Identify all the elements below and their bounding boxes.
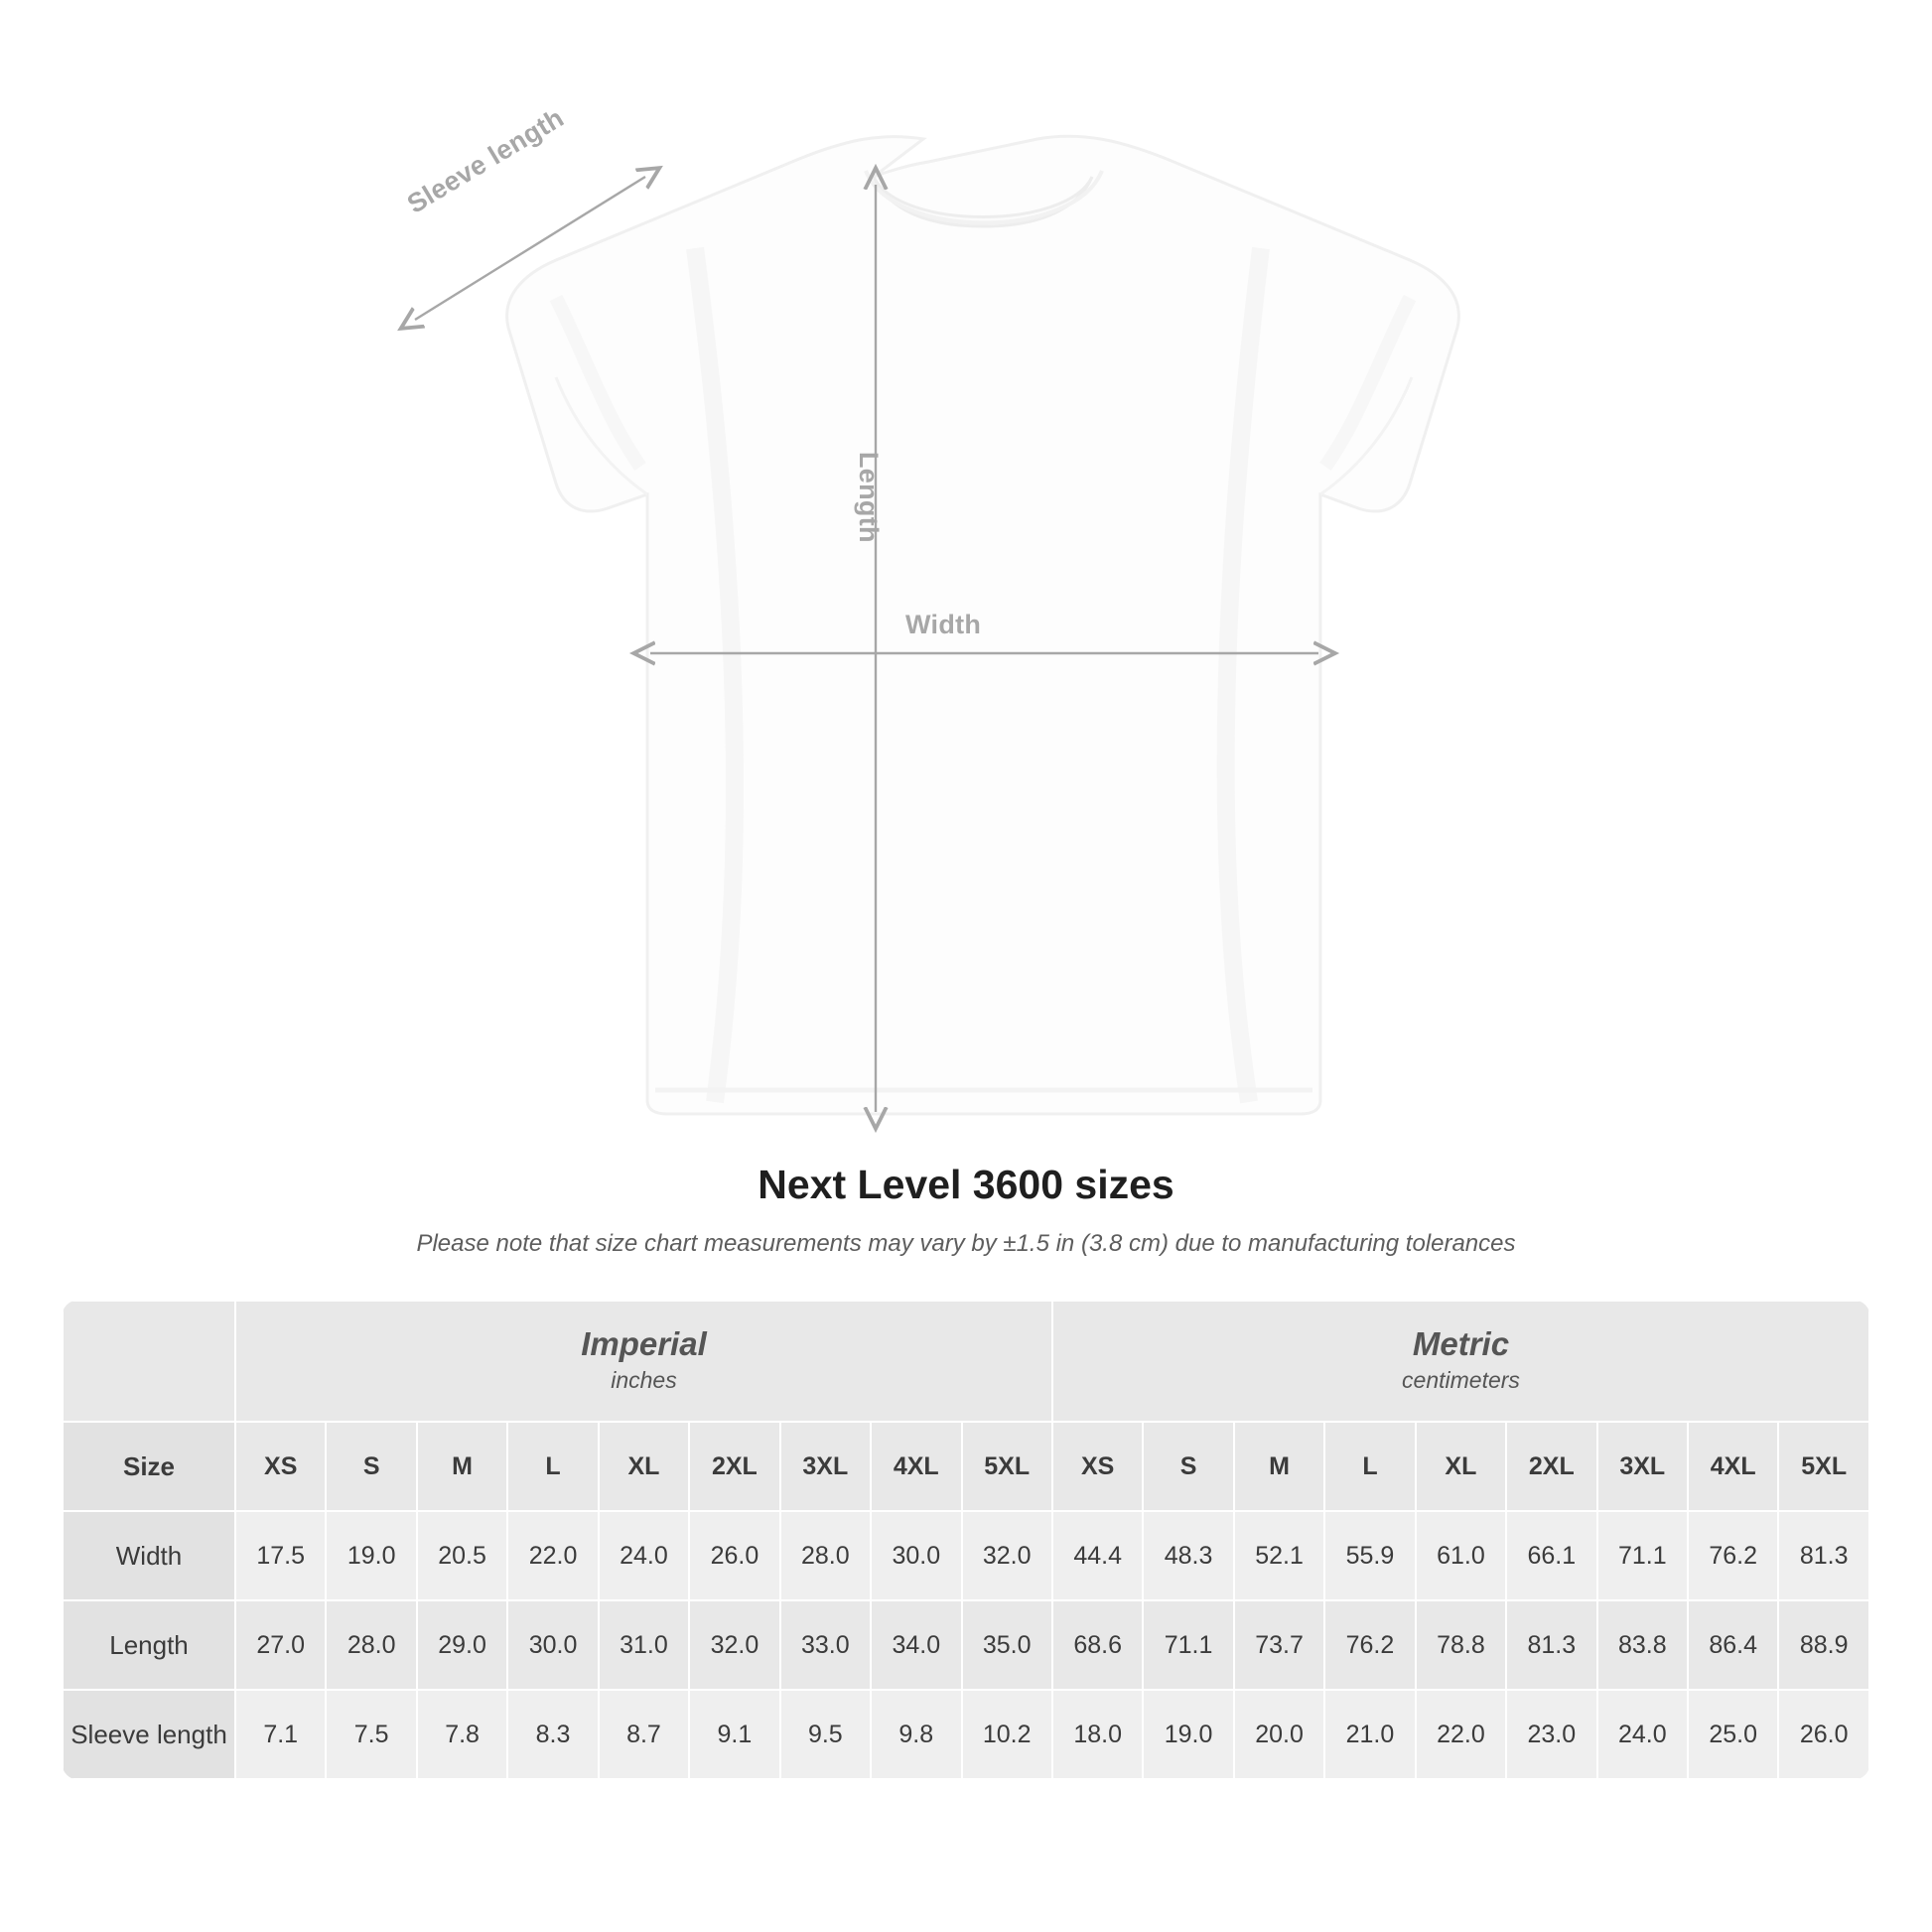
- column-header-cell: 2XL: [689, 1422, 779, 1511]
- unit-group-header: [1052, 1301, 1869, 1422]
- measurement-cell: 22.0: [1416, 1690, 1506, 1779]
- measurement-cell: 8.3: [507, 1690, 598, 1779]
- measurement-cell: 7.5: [326, 1690, 416, 1779]
- measurement-cell: 32.0: [689, 1600, 779, 1690]
- measurement-cell: 25.0: [1688, 1690, 1778, 1779]
- table-corner-cell: [63, 1301, 235, 1422]
- measurement-cell: 24.0: [1597, 1690, 1688, 1779]
- column-header-cell: 5XL: [962, 1422, 1052, 1511]
- measurement-cell: 76.2: [1324, 1600, 1415, 1690]
- measurement-cell: 76.2: [1688, 1511, 1778, 1600]
- measurement-cell: 17.5: [235, 1511, 326, 1600]
- measurement-cell: 23.0: [1506, 1690, 1596, 1779]
- table-row: [63, 1511, 1869, 1600]
- measurement-cell: 19.0: [1143, 1690, 1233, 1779]
- row-label-cell: Sleeve length: [63, 1690, 235, 1779]
- page-title: Next Level 3600 sizes: [758, 1162, 1174, 1207]
- measurement-cell: 19.0: [326, 1511, 416, 1600]
- column-header-cell: L: [507, 1422, 598, 1511]
- measurement-cell: 9.8: [871, 1690, 961, 1779]
- measurement-cell: 7.8: [417, 1690, 507, 1779]
- column-header-cell: XS: [235, 1422, 326, 1511]
- measurement-cell: 24.0: [599, 1511, 689, 1600]
- length-label: Length: [854, 452, 884, 543]
- measurement-cell: 66.1: [1506, 1511, 1596, 1600]
- measurement-cell: 48.3: [1143, 1511, 1233, 1600]
- unit-group-name: Metric: [1412, 1324, 1510, 1362]
- measurement-cell: 88.9: [1778, 1600, 1869, 1690]
- column-header-cell: S: [1143, 1422, 1233, 1511]
- column-header-cell: S: [326, 1422, 416, 1511]
- unit-group-header: [235, 1301, 1052, 1422]
- measurement-cell: 20.5: [417, 1511, 507, 1600]
- column-header-cell: 5XL: [1778, 1422, 1869, 1511]
- measurement-cell: 26.0: [1778, 1690, 1869, 1779]
- measurement-cell: 73.7: [1234, 1600, 1324, 1690]
- measurement-cell: 7.1: [235, 1690, 326, 1779]
- table-row: [63, 1600, 1869, 1690]
- table-row: [63, 1690, 1869, 1779]
- column-header-cell: 2XL: [1506, 1422, 1596, 1511]
- size-label-cell: Size: [63, 1422, 235, 1511]
- measurement-cell: 71.1: [1597, 1511, 1688, 1600]
- measurement-cell: 28.0: [326, 1600, 416, 1690]
- row-label-cell: Width: [63, 1511, 235, 1600]
- measurement-cell: 34.0: [871, 1600, 961, 1690]
- measurement-cell: 86.4: [1688, 1600, 1778, 1690]
- measurement-cell: 20.0: [1234, 1690, 1324, 1779]
- measurement-cell: 83.8: [1597, 1600, 1688, 1690]
- sleeve-length-label: Sleeve length: [402, 102, 570, 219]
- column-header-cell: 4XL: [1688, 1422, 1778, 1511]
- measurement-cell: 55.9: [1324, 1511, 1415, 1600]
- measurement-cell: 9.1: [689, 1690, 779, 1779]
- measurement-cell: 78.8: [1416, 1600, 1506, 1690]
- size-chart-table: [62, 1300, 1870, 1780]
- measurement-cell: 27.0: [235, 1600, 326, 1690]
- column-header-cell: 4XL: [871, 1422, 961, 1511]
- measurement-cell: 29.0: [417, 1600, 507, 1690]
- unit-group-name: Imperial: [581, 1324, 707, 1362]
- measurement-cell: 61.0: [1416, 1511, 1506, 1600]
- column-header-cell: M: [417, 1422, 507, 1511]
- unit-group-subtitle: inches: [611, 1366, 677, 1393]
- column-header-cell: XL: [1416, 1422, 1506, 1511]
- measurement-cell: 30.0: [507, 1600, 598, 1690]
- measurement-cell: 68.6: [1052, 1600, 1143, 1690]
- tolerance-note: Please note that size chart measurements may vary by ±1.5 in (3.8 cm) due to manufacturing tolerances: [416, 1230, 1516, 1257]
- size-chart-table-wrapper: [62, 1300, 1870, 1780]
- column-header-cell: 3XL: [780, 1422, 871, 1511]
- measurement-cell: 30.0: [871, 1511, 961, 1600]
- measurement-cell: 21.0: [1324, 1690, 1415, 1779]
- measurement-cell: 33.0: [780, 1600, 871, 1690]
- measurement-cell: 22.0: [507, 1511, 598, 1600]
- measurement-cell: 52.1: [1234, 1511, 1324, 1600]
- chart-header: [0, 1162, 1932, 1258]
- measurement-cell: 81.3: [1778, 1511, 1869, 1600]
- tshirt-icon: [507, 136, 1459, 1114]
- measurement-cell: 18.0: [1052, 1690, 1143, 1779]
- measurement-cell: 71.1: [1143, 1600, 1233, 1690]
- column-header-cell: M: [1234, 1422, 1324, 1511]
- width-label: Width: [905, 610, 982, 639]
- measurement-cell: 8.7: [599, 1690, 689, 1779]
- measurement-cell: 35.0: [962, 1600, 1052, 1690]
- column-header-cell: XL: [599, 1422, 689, 1511]
- unit-group-subtitle: centimeters: [1402, 1366, 1520, 1393]
- measurement-cell: 44.4: [1052, 1511, 1143, 1600]
- measurement-cell: 32.0: [962, 1511, 1052, 1600]
- measurement-cell: 9.5: [780, 1690, 871, 1779]
- column-header-cell: 3XL: [1597, 1422, 1688, 1511]
- measurement-cell: 26.0: [689, 1511, 779, 1600]
- column-header-cell: XS: [1052, 1422, 1143, 1511]
- measurement-cell: 10.2: [962, 1690, 1052, 1779]
- row-label-cell: Length: [63, 1600, 235, 1690]
- column-header-cell: L: [1324, 1422, 1415, 1511]
- measurement-cell: 28.0: [780, 1511, 871, 1600]
- table-header-row: [63, 1422, 1869, 1511]
- measurement-cell: 81.3: [1506, 1600, 1596, 1690]
- measurement-cell: 31.0: [599, 1600, 689, 1690]
